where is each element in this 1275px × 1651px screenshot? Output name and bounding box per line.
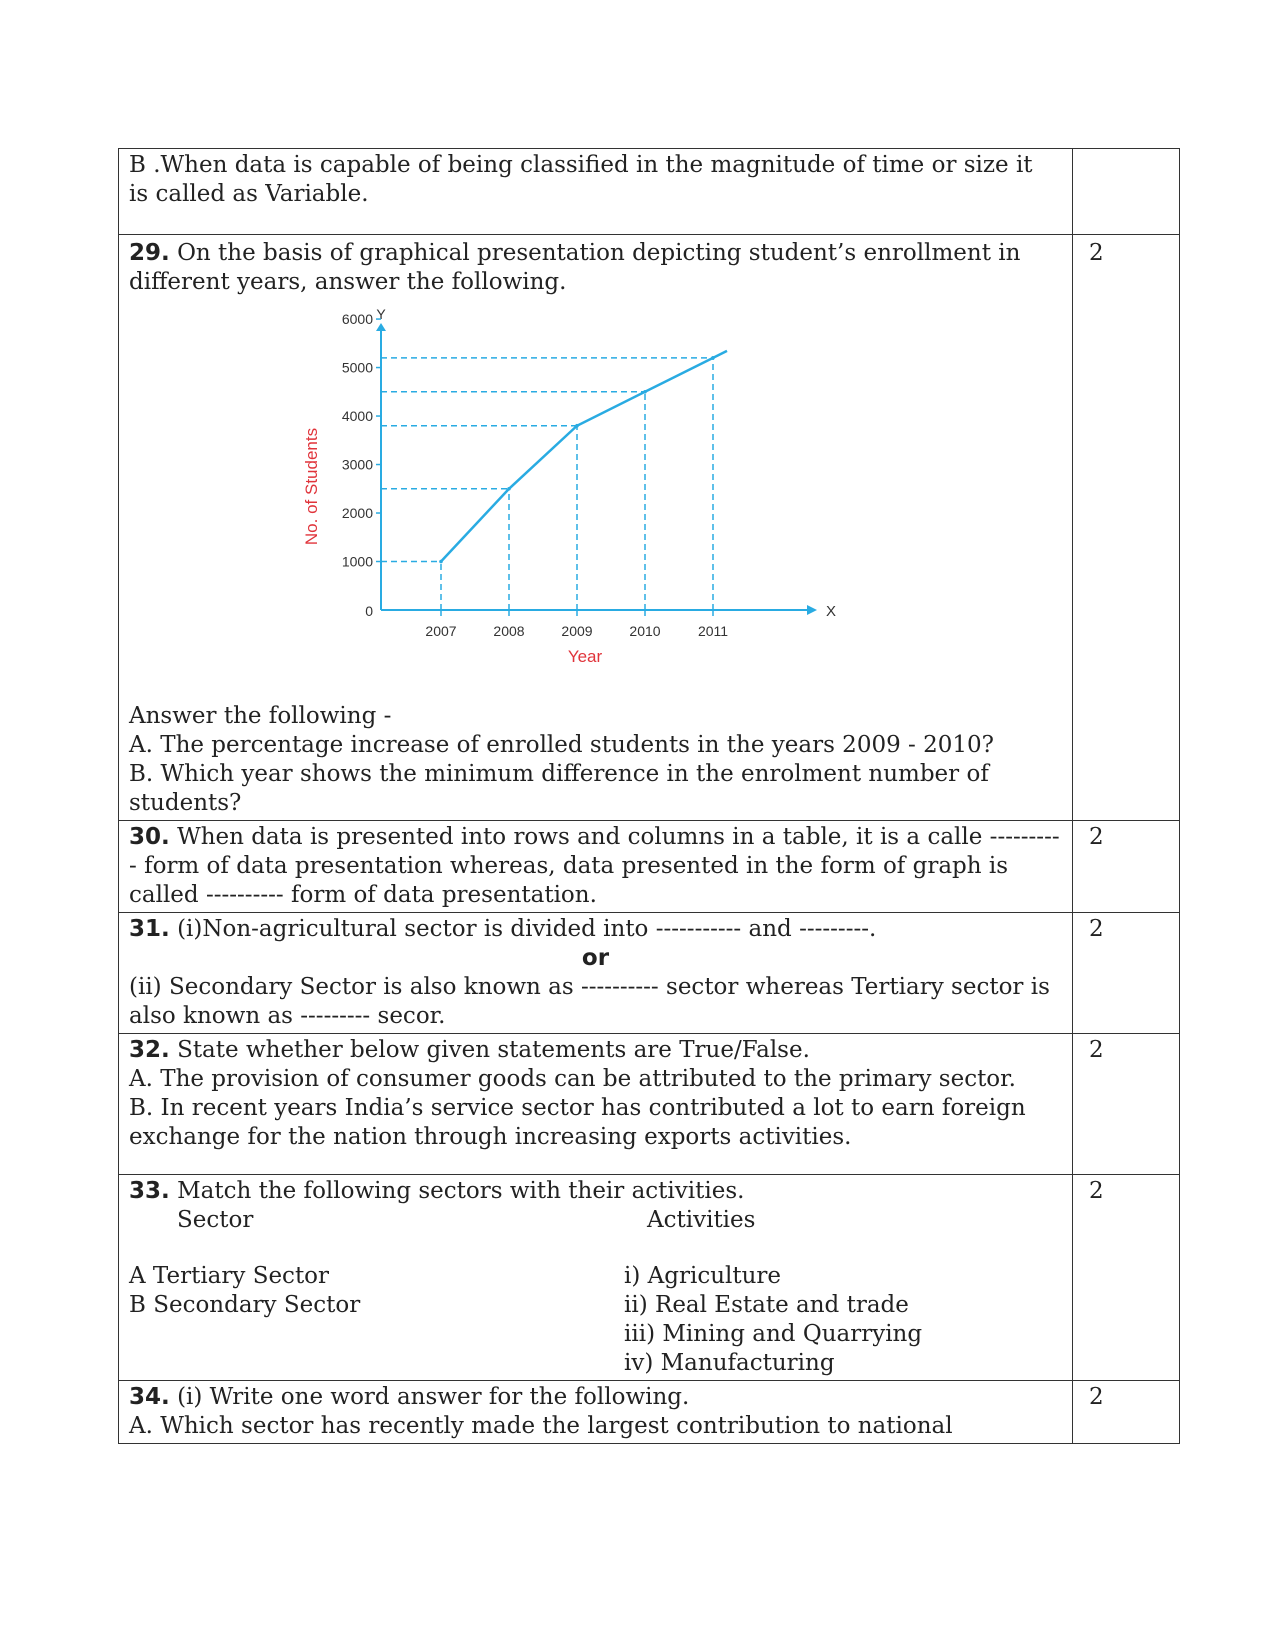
activity-item: iv) Manufacturing: [624, 1350, 835, 1376]
question-cell: [119, 149, 1073, 235]
question-text: When data is presented into rows and columns in a table, it is a calle ---------- form of data presentation whereas, data presented in the form of graph is called ---------- form of data presentation.: [129, 824, 1060, 908]
question-part-a: A. Which sector has recently made the largest contribution to national: [129, 1413, 953, 1439]
sector-header: Sector: [177, 1207, 254, 1233]
x-tick-label: 2010: [629, 623, 661, 639]
row-q31: [119, 913, 1180, 1034]
y-axis-letter: Y: [376, 306, 386, 322]
marks-cell: 2: [1073, 1175, 1180, 1381]
match-columns: [129, 1262, 1062, 1378]
question-cell: [119, 821, 1073, 913]
x-axis-label: Year: [567, 647, 603, 666]
match-header: [177, 1206, 1062, 1235]
x-axis-letter: X: [825, 603, 837, 620]
part-b: B. Which year shows the minimum difference in the enrolment number of students?: [129, 761, 989, 816]
marks-cell: 2: [1073, 821, 1180, 913]
x-tick-label: 2009: [561, 623, 593, 639]
question-number: 32.: [129, 1037, 170, 1063]
x-tick-label: 2007: [425, 623, 457, 639]
y-tick-label: 4000: [341, 408, 373, 425]
answer-text-line: B .When data is capable of being classified in the magnitude of time or size it: [129, 152, 1033, 178]
y-tick-label: 1000: [341, 553, 373, 570]
question-text: (i)Non-agricultural sector is divided into ----------- and ---------.: [177, 916, 877, 942]
question-number: 31.: [129, 916, 170, 942]
y-tick-label: 0: [365, 603, 373, 619]
marks-cell: 2: [1073, 1381, 1180, 1444]
question-cell: [119, 235, 1073, 821]
activity-item: ii) Real Estate and trade: [624, 1292, 909, 1318]
y-tick-label: 2000: [341, 505, 373, 522]
row-q33: [119, 1175, 1180, 1381]
activities-header: Activities: [647, 1207, 756, 1233]
marks-cell: [1073, 149, 1180, 235]
enrollment-chart: [289, 305, 849, 700]
question-number: 29.: [129, 240, 170, 266]
data-point: [439, 560, 443, 564]
row-q34: [119, 1381, 1180, 1444]
row-q32: [119, 1034, 1180, 1175]
row-q30: [119, 821, 1180, 913]
question-cell: [119, 1175, 1073, 1381]
activity-list: [624, 1262, 1062, 1378]
x-tick-label: 2011: [697, 623, 729, 639]
question-table: [118, 148, 1180, 1444]
or-separator: or: [581, 945, 610, 971]
answer-text-line: is called as Variable.: [129, 181, 369, 207]
y-axis-label: No. of Students: [302, 427, 321, 546]
series-line: [441, 351, 727, 562]
marks-cell: 2: [1073, 913, 1180, 1034]
data-point: [643, 390, 647, 394]
chart-svg: [289, 305, 849, 700]
question-cell: [119, 913, 1073, 1034]
part-a: A. The percentage increase of enrolled students in the years 2009 - 2010?: [129, 732, 994, 758]
answer-heading: Answer the following -: [129, 703, 392, 729]
question-number: 34.: [129, 1384, 170, 1410]
sector-item: A Tertiary Sector: [129, 1263, 330, 1289]
y-tick-label: 5000: [341, 359, 373, 376]
row-28b: [119, 149, 1180, 235]
statement-a: A. The provision of consumer goods can be attributed to the primary sector.: [129, 1066, 1016, 1092]
sector-item: B Secondary Sector: [129, 1292, 361, 1318]
question-number: 30.: [129, 824, 170, 850]
question-text: On the basis of graphical presentation depicting student’s enrollment in different years, answer the following.: [129, 240, 1021, 295]
data-point: [711, 356, 715, 360]
marks-cell: 2: [1073, 1034, 1180, 1175]
y-tick-label: 3000: [341, 456, 373, 473]
question-text: Match the following sectors with their activities.: [177, 1178, 745, 1204]
data-point: [507, 487, 511, 491]
y-axis-arrow: [376, 323, 386, 331]
sector-list: [129, 1262, 624, 1378]
y-tick-label: 6000: [341, 311, 373, 328]
activity-item: i) Agriculture: [624, 1263, 782, 1289]
marks-cell: 2: [1073, 235, 1180, 821]
question-number: 33.: [129, 1178, 170, 1204]
row-q29: [119, 235, 1180, 821]
x-tick-label: 2008: [493, 623, 525, 639]
question-cell: [119, 1034, 1073, 1175]
x-axis-arrow: [807, 605, 817, 615]
question-text-alt: (ii) Secondary Sector is also known as ---------- sector whereas Tertiary sector is also known as --------- secor.: [129, 974, 1050, 1029]
statement-b: B. In recent years India’s service sector has contributed a lot to earn foreign exchange for the nation through increasing exports activities.: [129, 1095, 1026, 1150]
question-text: State whether below given statements are True/False.: [177, 1037, 810, 1063]
data-point: [575, 424, 579, 428]
question-cell: [119, 1381, 1073, 1444]
question-text: (i) Write one word answer for the following.: [177, 1384, 690, 1410]
activity-item: iii) Mining and Quarrying: [624, 1321, 923, 1347]
